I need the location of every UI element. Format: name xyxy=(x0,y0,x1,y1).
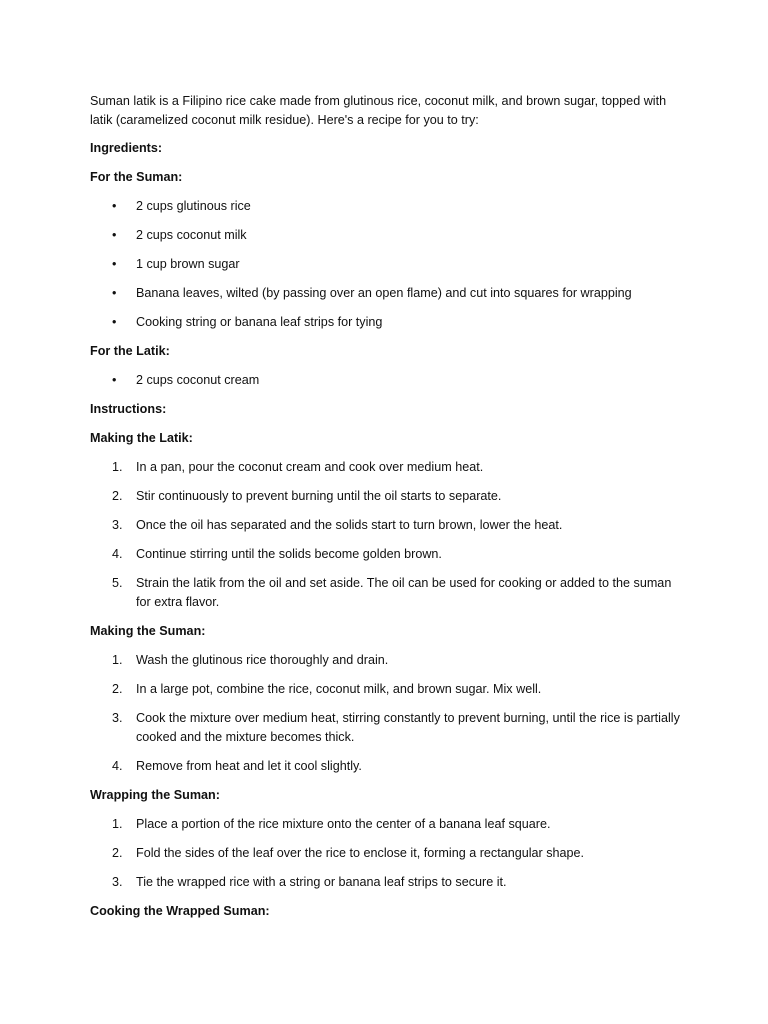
list-item xyxy=(90,873,682,892)
list-item: • 2 cups coconut milk xyxy=(90,226,682,245)
step-text: Tie the wrapped rice with a string or banana leaf strips to secure it. xyxy=(136,875,507,889)
step-text: Remove from heat and let it cool slightly. xyxy=(136,759,362,773)
step-text: Once the oil has separated and the solids start to turn brown, lower the heat. xyxy=(136,518,563,532)
list-item xyxy=(90,757,682,776)
list-item xyxy=(90,458,682,477)
making-latik-steps xyxy=(90,458,682,612)
list-item xyxy=(90,709,682,747)
suman-ingredients-heading: For the Suman: xyxy=(90,170,183,184)
step-number: 1. xyxy=(112,817,123,831)
step-text: Fold the sides of the leaf over the rice to enclose it, forming a rectangular shape. xyxy=(136,846,585,860)
making-latik-heading: Making the Latik: xyxy=(90,431,193,445)
step-text: Continue stirring until the solids become golden brown. xyxy=(136,547,442,561)
wrapping-steps xyxy=(90,815,682,892)
step-text: In a pan, pour the coconut cream and cook over medium heat. xyxy=(136,460,484,474)
cooking-heading: Cooking the Wrapped Suman: xyxy=(90,904,270,918)
step-text: Wash the glutinous rice thoroughly and drain. xyxy=(136,653,389,667)
step-text: Cook the mixture over medium heat, stirring constantly to prevent burning, until the rice is partially cooked and the mixture becomes thick. xyxy=(136,711,680,744)
latik-ingredients-list xyxy=(90,371,682,390)
step-text: In a large pot, combine the rice, coconut milk, and brown sugar. Mix well. xyxy=(136,682,542,696)
list-item xyxy=(90,487,682,506)
step-number: 4. xyxy=(112,547,123,561)
step-number: 3. xyxy=(112,875,123,889)
list-item: • Cooking string or banana leaf strips for tying xyxy=(90,313,682,332)
step-text: Strain the latik from the oil and set aside. The oil can be used for cooking or added to the suman for extra flavor. xyxy=(136,576,672,609)
making-suman-steps xyxy=(90,651,682,776)
ingredients-heading: Ingredients: xyxy=(90,141,163,155)
making-suman-heading: Making the Suman: xyxy=(90,624,206,638)
step-number: 5. xyxy=(112,576,123,590)
list-item: • 2 cups coconut cream xyxy=(90,371,682,390)
suman-ingredients-list xyxy=(90,197,682,332)
step-text: Stir continuously to prevent burning until the oil starts to separate. xyxy=(136,489,502,503)
step-number: 3. xyxy=(112,518,123,532)
list-item xyxy=(90,545,682,564)
step-number: 1. xyxy=(112,653,123,667)
list-item xyxy=(90,844,682,863)
list-item: • 1 cup brown sugar xyxy=(90,255,682,274)
step-number: 2. xyxy=(112,682,123,696)
list-item xyxy=(90,651,682,670)
step-number: 1. xyxy=(112,460,123,474)
step-number: 4. xyxy=(112,759,123,773)
list-item: • 2 cups glutinous rice xyxy=(90,197,682,216)
list-item: • Banana leaves, wilted (by passing over an open flame) and cut into squares for wrapping xyxy=(90,284,682,303)
intro-paragraph: Suman latik is a Filipino rice cake made from glutinous rice, coconut milk, and brown sugar, topped with latik (caramelized coconut milk residue). Here's a recipe for you to try: xyxy=(90,94,667,127)
latik-ingredients-heading: For the Latik: xyxy=(90,344,170,358)
list-item xyxy=(90,815,682,834)
list-item xyxy=(90,516,682,535)
wrapping-heading: Wrapping the Suman: xyxy=(90,788,220,802)
step-text: Place a portion of the rice mixture onto the center of a banana leaf square. xyxy=(136,817,551,831)
instructions-heading: Instructions: xyxy=(90,402,167,416)
document-page xyxy=(90,92,682,931)
step-number: 2. xyxy=(112,489,123,503)
step-number: 3. xyxy=(112,711,123,725)
list-item xyxy=(90,680,682,699)
list-item xyxy=(90,574,682,612)
step-number: 2. xyxy=(112,846,123,860)
